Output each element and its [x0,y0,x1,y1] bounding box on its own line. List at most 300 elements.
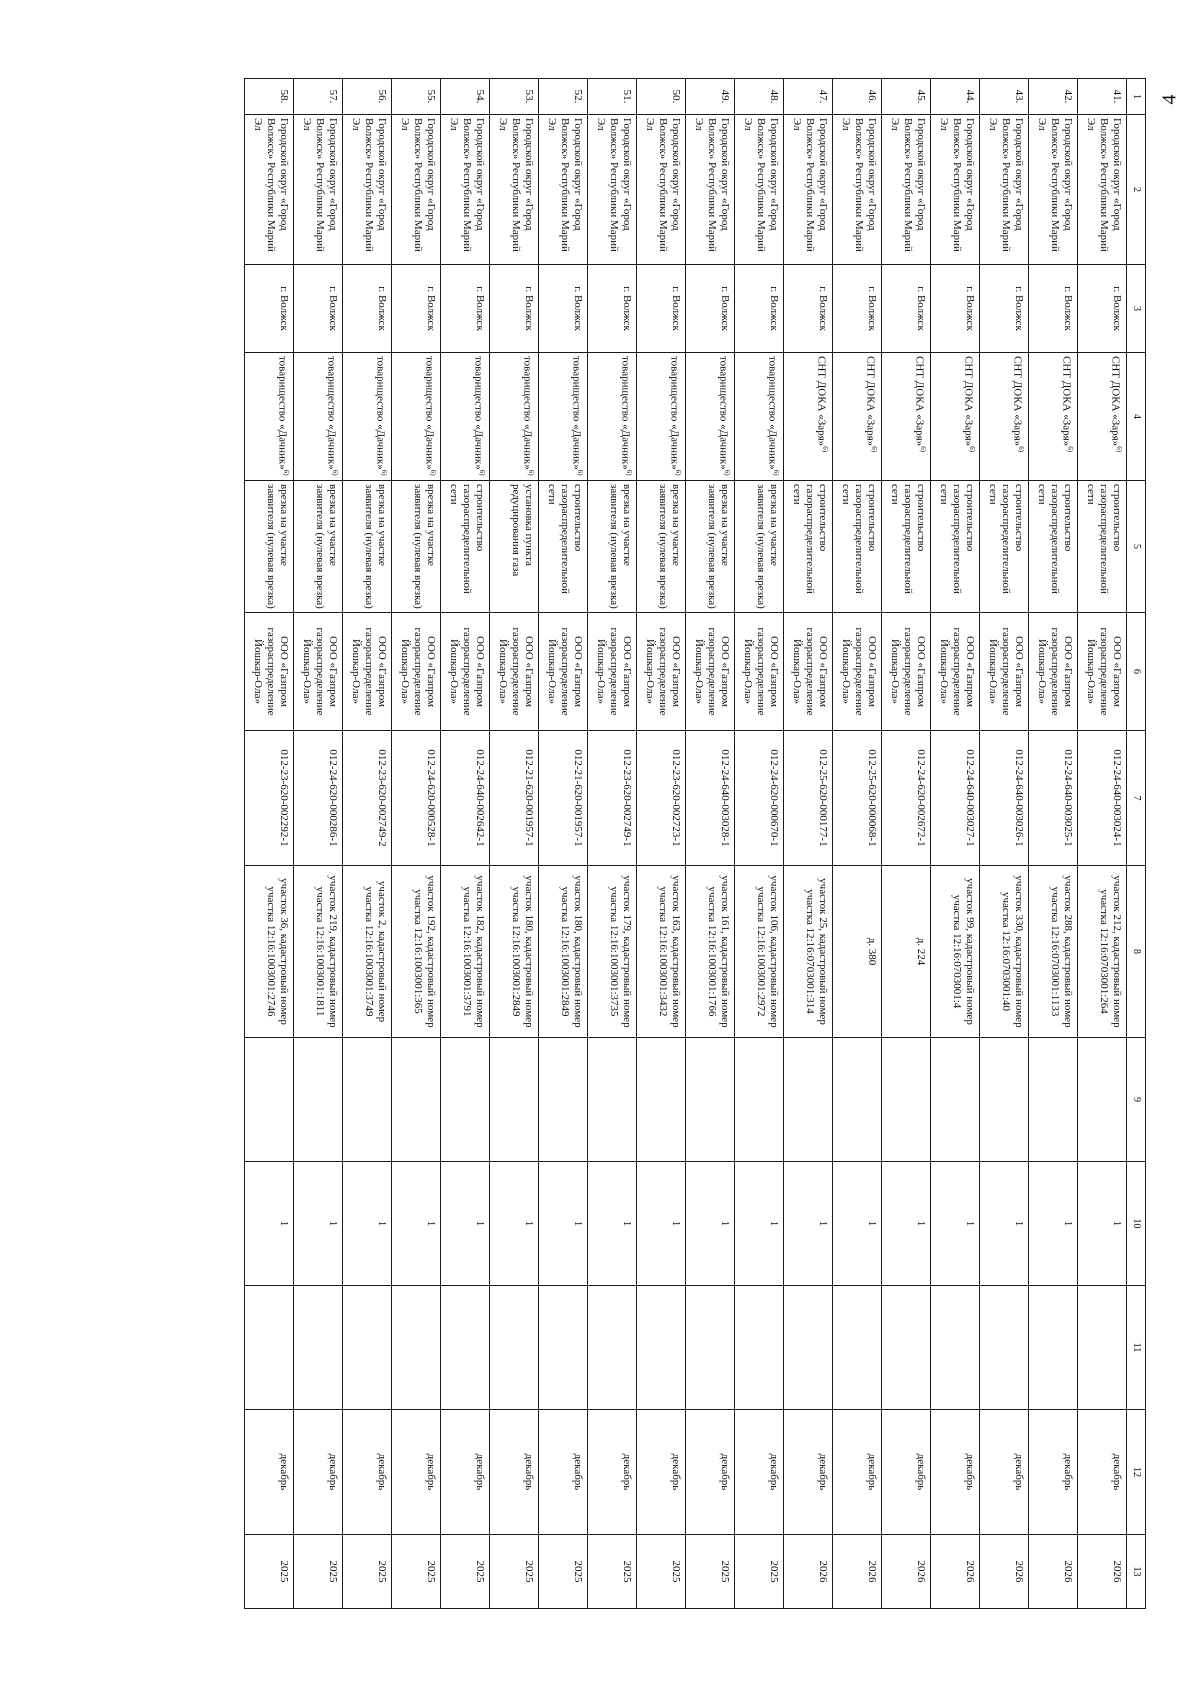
quantity-cell-text: 1 [1062,1220,1074,1227]
month-cell-text: декабрь [719,1453,731,1491]
year-cell [1078,1535,1127,1609]
quantity-cell [539,1162,588,1286]
month-cell-text: декабрь [425,1453,437,1491]
request-code-cell [441,731,490,866]
work-type-cell-text: врезка на участке заявителя (нулевая врезка) [412,484,437,609]
district-cell-text: Городской округ «Город Волжск» Республики Марий Эл [644,118,682,252]
work-type-cell [784,481,833,613]
entity-cell [833,353,882,481]
request-code-cell-text: 012-24-640-003025-1 [1062,749,1074,847]
request-code-cell-text: 012-23-620-002723-1 [670,749,682,847]
district-cell [735,115,784,265]
district-cell [245,115,294,265]
city-cell [882,265,931,353]
city-cell-text: г. Волжск [425,286,437,331]
entity-cell [343,353,392,481]
work-type-cell [490,481,539,613]
column-number-12: 12 [1127,1410,1146,1535]
col9-cell [539,1038,588,1162]
organization-cell-text: ООО «Газпром газораспределение Йошкар-Ола» [742,627,780,716]
city-cell-text: г. Волжск [1111,286,1123,331]
city-cell [245,265,294,353]
quantity-cell [441,1162,490,1286]
location-cell [294,866,343,1038]
district-cell [637,115,686,265]
col11-cell [588,1286,637,1410]
city-cell [686,265,735,353]
request-code-cell [1078,731,1127,866]
location-cell-text: участок 163, кадастровый номер участка 12:16:1003001:3432 [657,875,682,1028]
year-cell [784,1535,833,1609]
month-cell [588,1410,637,1535]
city-cell [931,265,980,353]
month-cell-text: декабрь [278,1453,290,1491]
row-number-text: 42. [1062,89,1074,104]
district-cell-text: Городской округ «Город Волжск» Республики Марий Эл [595,118,633,252]
request-code-cell [833,731,882,866]
organization-cell [931,613,980,731]
location-cell-text: д. 380 [866,937,878,966]
table-row [1078,79,1127,1609]
row-number-text: 46. [866,89,878,104]
month-cell-text: декабрь [1062,1453,1074,1491]
row-number [735,79,784,115]
col11-cell [931,1286,980,1410]
row-number-text: 53. [523,89,535,104]
col11-cell [833,1286,882,1410]
gas-connection-table [244,78,1146,1609]
col9-cell [588,1038,637,1162]
col9-cell [980,1038,1029,1162]
table-row [490,79,539,1609]
organization-cell [392,613,441,731]
location-cell [490,866,539,1038]
city-cell-text: г. Волжск [964,286,976,331]
col9-cell [833,1038,882,1162]
year-cell [980,1535,1029,1609]
row-number-text: 49. [719,89,731,104]
request-code-cell-text: 012-23-620-002749-1 [621,749,633,847]
work-type-cell-text: врезка на участке заявителя (нулевая врезка) [657,484,682,609]
city-cell-text: г. Волжск [915,286,927,331]
year-cell-text: 2026 [915,1560,927,1583]
column-number-8: 8 [1127,866,1146,1038]
col9-cell [735,1038,784,1162]
request-code-cell [882,731,931,866]
row-number [490,79,539,115]
request-code-cell [245,731,294,866]
month-cell-text: декабрь [964,1453,976,1491]
footnote-marker: 6) [968,446,976,453]
col9-cell [931,1038,980,1162]
district-cell [686,115,735,265]
organization-cell-text: ООО «Газпром газораспределение Йошкар-Ола» [399,627,437,716]
organization-cell-text: ООО «Газпром газораспределение Йошкар-Ола» [350,627,388,716]
year-cell [833,1535,882,1609]
work-type-cell [294,481,343,613]
footnote-marker: 6) [919,446,927,453]
work-type-cell-text: строительство газораспределительной сети [546,484,584,594]
column-number-1: 1 [1127,79,1146,115]
footnote-marker: 6) [723,469,731,476]
request-code-cell [392,731,441,866]
district-cell [1029,115,1078,265]
entity-cell [735,353,784,481]
city-cell-text: г. Волжск [1062,286,1074,331]
organization-cell [1029,613,1078,731]
organization-cell [245,613,294,731]
col11-cell [735,1286,784,1410]
entity-cell [588,353,637,481]
work-type-cell [245,481,294,613]
entity-cell-text: СНТ ДОКА «Заря» [815,356,828,447]
organization-cell-text: ООО «Газпром газораспределение Йошкар-Ола» [987,627,1025,716]
request-code-cell-text: 012-25-620-000068-1 [866,749,878,847]
column-number-4: 4 [1127,353,1146,481]
quantity-cell-text: 1 [523,1220,535,1227]
year-cell [735,1535,784,1609]
district-cell-text: Городской округ «Город Волжск» Республики Марий Эл [546,118,584,252]
table-row [784,79,833,1609]
year-cell [392,1535,441,1609]
entity-cell-text: товарищество «Дачник» [717,356,730,470]
quantity-cell-text: 1 [474,1220,486,1227]
col9-cell [441,1038,490,1162]
month-cell [343,1410,392,1535]
city-cell [637,265,686,353]
organization-cell-text: ООО «Газпром газораспределение Йошкар-Ола» [791,627,829,716]
work-type-cell [833,481,882,613]
location-cell-text: участок 36, кадастровый номер участка 12:16:1003001:2746 [265,878,290,1025]
location-cell-text: участок 179, кадастровый номер участка 12:16:1003001:3735 [608,875,633,1028]
entity-cell-text: товарищество «Дачник» [276,356,289,470]
work-type-cell-text: строительство газораспределительной сети [1085,484,1123,594]
month-cell-text: декабрь [621,1453,633,1491]
location-cell-text: участок 180, кадастровый номер участка 12:16:1003001:2849 [510,875,535,1028]
footnote-marker: 6) [478,469,486,476]
entity-cell-text: товарищество «Дачник» [374,356,387,470]
district-cell [539,115,588,265]
row-number [637,79,686,115]
location-cell-text: участок 219, кадастровый номер участка 12:16:1003001:1811 [314,875,339,1028]
organization-cell [343,613,392,731]
footnote-marker: 6) [527,469,535,476]
request-code-cell-text: 012-24-620-002672-1 [915,749,927,847]
request-code-cell-text: 012-23-620-002749-2 [376,749,388,847]
city-cell [735,265,784,353]
city-cell [833,265,882,353]
column-number-9: 9 [1127,1038,1146,1162]
row-number-text: 57. [327,89,339,104]
organization-cell-text: ООО «Газпром газораспределение Йошкар-Ола» [1085,627,1123,716]
organization-cell [637,613,686,731]
organization-cell-text: ООО «Газпром газораспределение Йошкар-Ола» [644,627,682,716]
request-code-cell [686,731,735,866]
year-cell-text: 2026 [1062,1560,1074,1583]
column-number-7: 7 [1127,731,1146,866]
month-cell [1078,1410,1127,1535]
year-cell-text: 2026 [1013,1560,1025,1583]
quantity-cell [637,1162,686,1286]
request-code-cell [539,731,588,866]
year-cell-text: 2025 [621,1560,633,1583]
footnote-marker: 6) [380,469,388,476]
request-code-cell-text: 012-24-640-003027-1 [964,749,976,847]
table-row [686,79,735,1609]
quantity-cell [294,1162,343,1286]
quantity-cell [686,1162,735,1286]
table-body [245,79,1127,1609]
location-cell [588,866,637,1038]
location-cell-text: участок 182, кадастровый номер участка 12:16:1003001:3791 [461,875,486,1028]
row-number-text: 43. [1013,89,1025,104]
year-cell [637,1535,686,1609]
year-cell [931,1535,980,1609]
col11-cell [686,1286,735,1410]
month-cell [539,1410,588,1535]
district-cell-text: Городской округ «Город Волжск» Республики Марий Эл [301,118,339,252]
organization-cell [539,613,588,731]
request-code-cell [931,731,980,866]
organization-cell-text: ООО «Газпром газораспределение Йошкар-Ола» [693,627,731,716]
month-cell-text: декабрь [376,1453,388,1491]
organization-cell-text: ООО «Газпром газораспределение Йошкар-Ола» [301,627,339,716]
row-number [539,79,588,115]
table-row [637,79,686,1609]
col11-cell [343,1286,392,1410]
organization-cell-text: ООО «Газпром газораспределение Йошкар-Ола» [252,627,290,716]
city-cell [343,265,392,353]
year-cell-text: 2025 [425,1560,437,1583]
district-cell [294,115,343,265]
col11-cell [392,1286,441,1410]
year-cell-text: 2025 [719,1560,731,1583]
organization-cell-text: ООО «Газпром газораспределение Йошкар-Ола» [840,627,878,716]
quantity-cell-text: 1 [572,1220,584,1227]
work-type-cell [1078,481,1127,613]
location-cell [735,866,784,1038]
city-cell-text: г. Волжск [866,286,878,331]
quantity-cell-text: 1 [425,1220,437,1227]
location-cell [931,866,980,1038]
month-cell [294,1410,343,1535]
city-cell-text: г. Волжск [327,286,339,331]
work-type-cell [441,481,490,613]
location-cell-text: участок 212, кадастровый номер участка 12:16:0703001:264 [1098,875,1123,1028]
col11-cell [637,1286,686,1410]
month-cell [392,1410,441,1535]
row-number [392,79,441,115]
organization-cell-text: ООО «Газпром газораспределение Йошкар-Ола» [546,627,584,716]
quantity-cell [784,1162,833,1286]
organization-cell [490,613,539,731]
entity-cell-text: СНТ ДОКА «Заря» [1109,356,1122,447]
entity-cell-text: товарищество «Дачник» [521,356,534,470]
month-cell [490,1410,539,1535]
work-type-cell-text: врезка на участке заявителя (нулевая врезка) [314,484,339,609]
work-type-cell-text: строительство газораспределительной сети [1036,484,1074,594]
district-cell-text: Городской округ «Город Волжск» Республики Марий Эл [252,118,290,252]
quantity-cell [245,1162,294,1286]
district-cell [882,115,931,265]
table-row [980,79,1029,1609]
work-type-cell-text: строительство газораспределительной сети [889,484,927,594]
month-cell [686,1410,735,1535]
year-cell [245,1535,294,1609]
footnote-marker: 6) [821,446,829,453]
city-cell [490,265,539,353]
district-cell [490,115,539,265]
col11-cell [245,1286,294,1410]
organization-cell [980,613,1029,731]
table-row [833,79,882,1609]
work-type-cell-text: врезка на участке заявителя (нулевая врезка) [265,484,290,609]
request-code-cell [588,731,637,866]
quantity-cell-text: 1 [327,1220,339,1227]
quantity-cell-text: 1 [964,1220,976,1227]
month-cell-text: декабрь [327,1453,339,1491]
year-cell-text: 2025 [768,1560,780,1583]
quantity-cell [735,1162,784,1286]
organization-cell-text: ООО «Газпром газораспределение Йошкар-Ола» [497,627,535,716]
work-type-cell [588,481,637,613]
row-number [294,79,343,115]
row-number [980,79,1029,115]
work-type-cell-text: врезка на участке заявителя (нулевая врезка) [363,484,388,609]
col9-cell [343,1038,392,1162]
entity-cell [637,353,686,481]
table-row [392,79,441,1609]
row-number-text: 52. [572,89,584,104]
location-cell [1078,866,1127,1038]
table-row [539,79,588,1609]
request-code-cell-text: 012-25-620-000177-1 [817,749,829,847]
row-number-text: 56. [376,89,388,104]
col9-cell [392,1038,441,1162]
work-type-cell-text: врезка на участке заявителя (нулевая врезка) [706,484,731,609]
work-type-cell [882,481,931,613]
district-cell-text: Городской округ «Город Волжск» Республики Марий Эл [399,118,437,252]
district-cell [833,115,882,265]
row-number-text: 55. [425,89,437,104]
footnote-marker: 6) [429,469,437,476]
entity-cell [294,353,343,481]
month-cell-text: декабрь [1013,1453,1025,1491]
entity-cell-text: товарищество «Дачник» [325,356,338,470]
col11-cell [1078,1286,1127,1410]
footnote-marker: 6) [1115,446,1123,453]
organization-cell [735,613,784,731]
location-cell [784,866,833,1038]
entity-cell-text: товарищество «Дачник» [570,356,583,470]
city-cell [980,265,1029,353]
col9-cell [882,1038,931,1162]
quantity-cell [588,1162,637,1286]
quantity-cell-text: 1 [278,1220,290,1227]
month-cell [1029,1410,1078,1535]
row-number-text: 51. [621,89,633,104]
entity-cell [686,353,735,481]
quantity-cell-text: 1 [915,1220,927,1227]
table-row [1029,79,1078,1609]
footnote-marker: 6) [674,469,682,476]
entity-cell-text: товарищество «Дачник» [668,356,681,470]
month-cell-text: декабрь [817,1453,829,1491]
organization-cell-text: ООО «Газпром газораспределение Йошкар-Ола» [938,627,976,716]
entity-cell-text: СНТ ДОКА «Заря» [962,356,975,447]
request-code-cell-text: 012-23-620-002292-1 [278,749,290,847]
location-cell-text: участок 330, кадастровый номер участка 12:16:0703001:40 [1000,875,1025,1028]
location-cell [539,866,588,1038]
entity-cell-text: СНТ ДОКА «Заря» [913,356,926,447]
organization-cell [784,613,833,731]
city-cell-text: г. Волжск [719,286,731,331]
quantity-cell [343,1162,392,1286]
work-type-cell [539,481,588,613]
row-number-text: 47. [817,89,829,104]
col11-cell [980,1286,1029,1410]
year-cell [490,1535,539,1609]
col11-cell [490,1286,539,1410]
city-cell-text: г. Волжск [768,286,780,331]
entity-cell-text: товарищество «Дачник» [766,356,779,470]
organization-cell [882,613,931,731]
request-code-cell-text: 012-24-640-003028-1 [719,749,731,847]
entity-cell [441,353,490,481]
quantity-cell-text: 1 [719,1220,731,1227]
column-number-13: 13 [1127,1535,1146,1609]
request-code-cell [1029,731,1078,866]
district-cell-text: Городской округ «Город Волжск» Республики Марий Эл [840,118,878,252]
work-type-cell-text: строительство газораспределительной сети [987,484,1025,594]
quantity-cell-text: 1 [621,1220,633,1227]
entity-cell [882,353,931,481]
month-cell-text: декабрь [572,1453,584,1491]
district-cell-text: Городской округ «Город Волжск» Республики Марий Эл [350,118,388,252]
footnote-marker: 6) [282,469,290,476]
city-cell [784,265,833,353]
year-cell-text: 2025 [572,1560,584,1583]
col9-cell [784,1038,833,1162]
city-cell [441,265,490,353]
row-number [882,79,931,115]
location-cell-text: участок 161, кадастровый номер участка 12:16:1003001:1766 [706,875,731,1028]
district-cell-text: Городской округ «Город Волжск» Республики Марий Эл [448,118,486,252]
entity-cell-text: СНТ ДОКА «Заря» [1060,356,1073,447]
entity-cell [1029,353,1078,481]
month-cell-text: декабрь [523,1453,535,1491]
row-number [1029,79,1078,115]
year-cell-text: 2025 [376,1560,388,1583]
month-cell [882,1410,931,1535]
request-code-cell-text: 012-24-640-003024-1 [1111,749,1123,847]
location-cell-text: д. 224 [915,937,927,966]
row-number-text: 44. [964,89,976,104]
district-cell [441,115,490,265]
table-row [294,79,343,1609]
work-type-cell [931,481,980,613]
quantity-cell-text: 1 [376,1220,388,1227]
district-cell-text: Городской округ «Город Волжск» Республики Марий Эл [742,118,780,252]
year-cell [441,1535,490,1609]
month-cell [735,1410,784,1535]
district-cell-text: Городской округ «Город Волжск» Республики Марий Эл [497,118,535,252]
request-code-cell [343,731,392,866]
organization-cell [294,613,343,731]
footnote-marker: 6) [576,469,584,476]
year-cell [686,1535,735,1609]
year-cell-text: 2026 [866,1560,878,1583]
